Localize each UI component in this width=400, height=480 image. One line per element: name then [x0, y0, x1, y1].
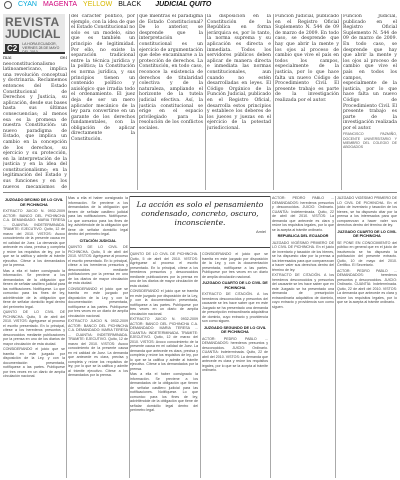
article-column-5 — [275, 14, 339, 190]
article-col1-text: mal del neoconstitucionalismo latinoamericano, implica una revolución conceptual y doctrinaria. Reclamemos entonces del Estado Constitucional de Derechos y Justicia, su aplicación, desde sus bases hasta sus últimas consecuencias; al menos esa es la promesa de nuestra Constitución: un nuevo paradigma de Estado, que implica un cambio en la concepción de los derechos, su ejercicio y su protección, en la interpretación de la justicia y en la idea del constitucionalismo; en la legitimación del Estado y sus funciones y en los nuevos mecanismos de — [3, 56, 67, 188]
page-code: C2 — [7, 43, 18, 53]
notice-text: EXTRACTO DE CITACIÓN. A los herederos desconocidos y presuntos del causante se les hace saber que en este Juzgado se ha presentado una demanda de prescripción extraordinaria adquisitiva de dominio, cuyo extracto y providencia son como siguen. — [202, 292, 268, 323]
notice-heading: JUZGADO CUARTO DE LO CIVIL DE PICHINCHA — [202, 281, 268, 290]
notice-column-4 — [202, 252, 268, 478]
notice-column-3 — [130, 252, 198, 478]
column-divider — [335, 196, 336, 478]
notice-heading: JUZGADO SEGUNDO DE LO CIVIL DE PICHINCHA — [203, 325, 267, 334]
notice-column-2 — [68, 196, 128, 478]
color-label-magenta: MAGENTA — [42, 1, 78, 8]
column-divider — [137, 14, 138, 190]
pull-quote-text: La acción es solo el pensamiento condensado, concreto, oscuro, inconsciente. — [136, 200, 264, 227]
notice-text: ACTOR: PEDRO PABLO ... DEMANDADOS: herederos presuntos y desconocidos. JUICIO: Ordinario. CUANTÍA: Indeterminada. Quito, 22 de abril del 2010. VISTOS: La demanda que antecede es clara y reúne los requisitos legales, por lo que se la acepta al trámite ordinario. — [202, 336, 268, 372]
masthead-line2: JUDICIAL — [5, 27, 61, 41]
print-registration-bar — [0, 0, 400, 10]
notice-text: QUINTO DE LO CIVIL DE PICHINCHA. Quito, 5 de abril del 2010. VISTOS: Agréguese al proceso el escrito presentado. En lo principal, cítese a los herederos presuntos y desconocidos mediante publicaciones por la prensa en uno de los diarios de mayor circulación de esta ciudad. — [130, 252, 198, 288]
column-divider — [69, 14, 70, 190]
pull-quote — [130, 196, 270, 248]
article-column-3 — [139, 14, 203, 190]
pull-quote-author: Amiel — [255, 229, 266, 234]
notice-text: CONSIDERANDO el juicio que se tramita en este juzgado por disposición de la Ley, y con la documentación presentada, notifíquese a las partes. Publíquese por tres veces en un diario de amplia circulación nacional. — [130, 289, 198, 316]
section-title: JUDICIAL QUITO — [155, 1, 212, 8]
article-col5-text: Función Judicial, publicado en el Registro Oficial Suplemento N. 544 de 09 de marzo de 2009. En todo caso, se desprende que hay que abrir la mente y los ojos al proceso de cambio que vive el país en todos los campos, especialmente de la justicia, por lo que hace falta un nuevo Código de Procedimiento Civil. El presente trabajo es parte de la investigación realizada por el autor. — [275, 14, 339, 103]
notice-column-1 — [3, 196, 65, 478]
notice-text: EXTRACTO JUICIO N. 0932-2009 ACTOR: BANCO DEL PICHINCHA C.A. DEMANDADO: MARIA TERESA ... CUANTIA: INDETERMINADA. TRAMITE: EJECUTIVO. Quito, 12 de marzo del 2010. VISTOS: Avoco conocimiento de la presente causa en mi calidad de Juez. La demanda que antecede es clara, precisa y completa y reúne los requisitos de ley, por lo que se la califica y admite al trámite ejecutivo. Cítese a los demandados por la prensa. — [68, 319, 128, 377]
article-column-1 — [3, 56, 67, 188]
notice-text: Mas a ella el haber consignado la información. Se previene a los demandados de la obligación que tienen de señalar casillero judicial para las notificaciones. Notifíquese. Lo que comunico para los fines de ley, advirtiéndole de la obligación que tiene de señalar domicilio legal dentro del perímetro legal. — [130, 372, 198, 412]
notice-text: CONSIDERANDO el juicio que se tramita en este juzgado por disposición de la Ley, y con la documentación presentada, notifíquese a las partes. Publíquese por tres veces en un diario de amplia circulación nacional. — [3, 347, 65, 378]
registration-mark-icon — [4, 1, 12, 9]
notice-text: CONSIDERANDO el juicio que se tramita en este juzgado por disposición de la Ley, y con la documentación presentada, notifíquese a las partes. Publíquese por tres veces en un diario de amplia circulación nacional. — [202, 252, 268, 279]
notice-text: Mas a ella el haber consignado la información. Se previene a los demandados de la obligación que tienen de señalar casillero judicial para las notificaciones. Notifíquese. Lo que comunico para los fines de ley, advirtiéndole de la obligación que tiene de señalar domicilio legal dentro del perímetro legal. — [68, 196, 128, 236]
color-label-black: BLACK — [118, 1, 142, 8]
notice-text: JUZGADO VIGÉSIMO PRIMERO DE LO CIVIL DE PICHINCHA. En el juicio de inventario y tasación de los bienes, se ha dispuesto citar por la prensa a los interesados para que comparezcan a hacer valer sus derechos dentro del término de ley. — [337, 196, 397, 227]
article-col5-continued: Función Judicial, publicado en el Registro Oficial Suplemento N. 544 de 09 de marzo de 2009. En todo caso, se desprende que hay que abrir la mente y los ojos al proceso de cambio que vive el país en todos los campos, especialmente de la justicia, por lo que hace falta un nuevo Código de Procedimiento Civil. El presente trabajo es parte de la investigación realizada por el autor. — [343, 14, 397, 131]
notice-text: SE PONE EN CONOCIMIENTO del público en general que en el juicio de insolvencia se ha dispuesto la publicación del presente extracto. Quito, 10 de mayo del 2010. Certifico. El Secretario. — [337, 240, 397, 267]
article-col3-text: que mientras el paradigma de Estado Constitucional? De lo anterior, se desprende que la interpretación constitucional es un ejercicio de argumentación que debe encaminarse a la protección de derechos. La Constitución, en todo caso, reconoce la existencia de derechos de titularidad colectiva y de la naturaleza, ampliando el horizonte de la tutela judicial efectiva. Así, la justicia constitucional se erige en el espacio privilegiado para la resolución de los conflictos sociales. — [139, 14, 203, 131]
section-masthead — [3, 14, 65, 54]
column-divider — [273, 14, 274, 190]
notice-text: Mas a ella el haber consignado la información. Se previene a los demandados de la obligación que tienen de señalar casillero judicial para las notificaciones. Notifíquese. Lo que comunico para los fines de ley, advirtiéndole de la obligación que tiene de señalar domicilio legal dentro del perímetro legal. — [3, 268, 65, 309]
article-col4-text: la disposición en la Constitución de la República en forma jerárquica es, por lo tanto, la norma suprema y su aplicación es directa e inmediata. Todos los servidores públicos deben aplicar de manera directa e inmediata las normas constitucionales, aun cuando no estén desarrolladas en leyes. El Código Orgánico de la Función Judicial, publicado en el Registro Oficial, desarrolla estos principios y establece los deberes de los jueces y juezas en el ejercicio de la potestad jurisdiccional. — [207, 14, 271, 131]
column-divider — [129, 196, 130, 478]
author-credit: FRANCISCO PAZMIÑO, DOCENTE UNIVERSITARIO Y MIEMBRO DEL COLEGIO DE ABOGADOS — [343, 132, 397, 150]
column-divider — [205, 14, 206, 190]
color-label-cyan: CYAN — [18, 1, 37, 8]
color-label-yellow: YELLOW — [83, 1, 113, 8]
notice-text: EXTRACTO JUICIO N. 0932-2009 ACTOR: BANCO DEL PICHINCHA C.A. DEMANDADO: MARIA TERESA ... CUANTIA: INDETERMINADA. TRAMITE: EJECUTIVO. Quito, 12 de marzo del 2010. VISTOS: Avoco conocimiento de la presente causa en mi calidad de Juez. La demanda que antecede es clara, precisa y completa y reúne los requisitos de ley, por lo que se la califica y admite al trámite ejecutivo. Cítese a los demandados por la prensa. — [3, 209, 65, 267]
article-column-2 — [71, 14, 135, 190]
notice-heading: REPUBLICA DEL ECUADOR — [277, 234, 329, 238]
notice-text: QUINTO DE LO CIVIL DE PICHINCHA. Quito, 5 de abril del 2010. VISTOS: Agréguese al proceso el escrito presentado. En lo principal, cítese a los herederos presuntos y desconocidos mediante publicaciones por la prensa en uno de los diarios de mayor circulación de esta ciudad. — [68, 245, 128, 285]
masthead-tagline: LA HORA ECUADOR, VIERNES 28 DE MAYO DEL 2010 — [22, 42, 60, 54]
section-separator — [3, 192, 397, 193]
article-col2-text: del carácter político, por ejemplo, con la idea de que el Estado Constitucional no solo es un modelo, sino que es también un principio de legitimidad. Por ello, no existe la separación tradicional entre la técnica jurídica y la política; la Constitución es norma jurídica, y sus principios tienen un contenido político y axiológico que irradia todo el ordenamiento. El juez deja de ser un mero aplicador mecánico de la ley para convertirse en un garante de los derechos fundamentales, con la obligación de aplicar directamente la Constitución. — [71, 14, 135, 143]
column-divider — [200, 252, 201, 478]
notice-heading: JUZGADO CUARTO DE LO CIVIL DE PICHINCHA — [337, 229, 397, 238]
article-column-4 — [207, 14, 271, 190]
notice-text: ACTOR: PEDRO PABLO ... DEMANDADOS: herederos presuntos y desconocidos. JUICIO: Ordinario. CUANTÍA: Indeterminada. Quito, 22 de abril del 2010. VISTOS: La demanda que antecede es clara y reúne los requisitos legales, por lo que se la acepta al trámite ordinario. — [272, 196, 334, 232]
notice-text: JUZGADO VIGÉSIMO PRIMERO DE LO CIVIL DE PICHINCHA. En el juicio de inventario y tasación de los bienes, se ha dispuesto citar por la prensa a los interesados para que comparezcan a hacer valer sus derechos dentro del término de ley. — [272, 240, 334, 272]
notice-text: QUINTO DE LO CIVIL DE PICHINCHA. Quito, 5 de abril del 2010. VISTOS: Agréguese al proceso el escrito presentado. En lo principal, cítese a los herederos presuntos y desconocidos mediante publicaciones por la prensa en uno de los diarios de mayor circulación de esta ciudad. — [3, 310, 65, 346]
notice-text: CONSIDERANDO el juicio que se tramita en este juzgado por disposición de la Ley, y con la documentación presentada, notifíquese a las partes. Publíquese por tres veces en un diario de amplia circulación nacional. — [68, 286, 128, 318]
notice-text: EXTRACTO JUICIO N. 0932-2009 ACTOR: BANCO DEL PICHINCHA C.A. DEMANDADO: MARIA TERESA ... CUANTIA: INDETERMINADA. TRAMITE: EJECUTIVO. Quito, 12 de marzo del 2010. VISTOS: Avoco conocimiento de la presente causa en mi calidad de Juez. La demanda que antecede es clara, precisa y completa y reúne los requisitos de ley, por lo que se la califica y admite al trámite ejecutivo. Cítese a los demandados por la prensa. — [130, 317, 198, 371]
notice-text: ACTOR: PEDRO PABLO ... DEMANDADOS: herederos presuntos y desconocidos. JUICIO: Ordinario. CUANTÍA: Indeterminada. Quito, 22 de abril del 2010. VISTOS: La demanda que antecede es clara y reúne los requisitos legales, por lo que se la acepta al trámite ordinario. — [337, 268, 397, 304]
article-column-6 — [343, 14, 397, 190]
column-divider — [270, 196, 271, 478]
notice-column-5 — [272, 196, 334, 478]
notice-text: EXTRACTO DE CITACIÓN. A los herederos desconocidos y presuntos del causante se les hace saber que en este Juzgado se ha presentado una demanda de prescripción extraordinaria adquisitiva de dominio, cuyo extracto y providencia son como siguen. — [272, 273, 334, 309]
notice-column-6 — [337, 196, 397, 478]
masthead-line1: REVISTA — [5, 15, 60, 29]
notice-heading: CITACIÓN JUDICIAL — [79, 238, 117, 243]
column-divider — [341, 14, 342, 190]
column-divider — [66, 196, 67, 478]
notice-heading: JUZGADO DECIMO DE LO CIVIL DE PICHINCHA — [4, 198, 64, 207]
